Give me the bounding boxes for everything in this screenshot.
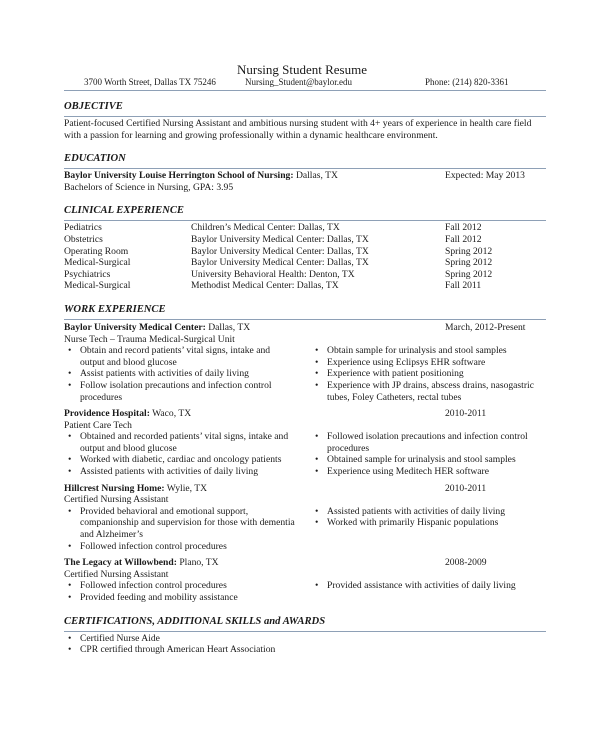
duty-item: • Experience with patient positioning	[311, 368, 544, 380]
duty-item: • Provided feeding and mobility assistance	[64, 592, 295, 604]
duty-item: • Provided behavioral and emotional support, companionship and supervision for those with dementia and Alzheimer’s	[64, 506, 295, 541]
duty-item: • Assisted patients with activities of daily living	[311, 506, 544, 518]
resume-title: Nursing Student Resume	[237, 62, 367, 77]
job-header	[64, 408, 544, 420]
duty-item: • Assisted patients with activities of daily living	[64, 466, 295, 478]
job-duties-right	[311, 506, 544, 552]
job-entry	[64, 322, 544, 403]
certifications-list	[64, 633, 544, 656]
certification-item: • Certified Nurse Aide	[64, 633, 544, 645]
job-location: Dallas, TX	[205, 321, 251, 333]
clinical-row	[64, 222, 544, 234]
duty-item: • Obtained sample for urinalysis and stool samples	[311, 454, 544, 466]
duty-item: • Followed infection control procedures	[64, 580, 295, 592]
duty-item: • Worked with primarily Hispanic populations	[311, 517, 544, 529]
job-dates: 2010-2011	[445, 482, 487, 494]
job-dates: March, 2012-Present	[445, 321, 526, 333]
duty-item: • Followed isolation precautions and infection control procedures	[311, 431, 544, 454]
job-duties-left	[64, 506, 295, 552]
education-divider	[64, 168, 546, 169]
job-header	[64, 322, 544, 334]
clinical-place: Baylor University Medical Center: Dallas, TX	[191, 257, 369, 269]
clinical-place: Baylor University Medical Center: Dallas, TX	[191, 245, 369, 257]
job-role: Certified Nursing Assistant	[64, 568, 169, 580]
clinical-term: Spring 2012	[445, 257, 493, 269]
job-employer: Baylor University Medical Center:	[64, 321, 206, 333]
clinical-term: Fall 2012	[445, 222, 482, 234]
job-entry	[64, 483, 544, 553]
certifications-heading: CERTIFICATIONS, ADDITIONAL SKILLS and AWARDS	[64, 615, 326, 627]
clinical-place: Baylor University Medical Center: Dallas, TX	[191, 233, 369, 245]
objective-divider	[64, 116, 546, 117]
header-divider	[64, 90, 546, 91]
education-location: Dallas, TX	[293, 170, 338, 182]
job-location: Plano, TX	[176, 557, 219, 569]
education-school: Baylor University Louise Herrington School of Nursing:	[64, 170, 294, 182]
duty-item: • Assist patients with activities of daily living	[64, 368, 295, 380]
job-entry	[64, 408, 544, 478]
duty-item: • Obtain and record patients’ vital signs, intake and output and blood glucose	[64, 345, 295, 368]
clinical-place: Children’s Medical Center: Dallas, TX	[191, 222, 340, 234]
clinical-area: Pediatrics	[64, 222, 102, 234]
clinical-term: Fall 2011	[445, 280, 482, 292]
clinical-divider	[64, 220, 546, 221]
duty-item: • Experience with JP drains, abscess drains, nasogastric tubes, Foley Catheters, rectal tubes	[311, 380, 544, 403]
job-duties	[64, 345, 544, 403]
certifications-divider	[64, 631, 546, 632]
job-entry	[64, 557, 544, 603]
job-employer: Providence Hospital:	[64, 408, 150, 420]
clinical-area: Obstetrics	[64, 233, 103, 245]
duty-item: • Worked with diabetic, cardiac and oncology patients	[64, 454, 295, 466]
certification-item: • CPR certified through American Heart Association	[64, 644, 544, 656]
job-dates: 2010-2011	[445, 408, 487, 420]
clinical-term: Fall 2012	[445, 233, 482, 245]
clinical-area: Medical-Surgical	[64, 257, 131, 269]
job-duties-right	[311, 580, 544, 603]
job-dates: 2008-2009	[445, 557, 487, 569]
clinical-row	[64, 246, 544, 258]
duty-item: • Obtained and recorded patients’ vital signs, intake and output and blood glucose	[64, 431, 295, 454]
education-expected: Expected: May 2013	[445, 170, 525, 182]
clinical-area: Medical-Surgical	[64, 280, 131, 292]
job-employer: The Legacy at Willowbend:	[64, 557, 177, 569]
work-list	[64, 322, 544, 604]
clinical-heading: CLINICAL EXPERIENCE	[64, 205, 184, 217]
job-duties	[64, 431, 544, 477]
clinical-row	[64, 257, 544, 269]
job-duties-left	[64, 345, 295, 403]
objective-heading: OBJECTIVE	[64, 101, 123, 112]
clinical-list	[64, 222, 544, 292]
address: 3700 Worth Street, Dallas TX 75246	[84, 77, 216, 87]
clinical-row	[64, 234, 544, 246]
clinical-row	[64, 280, 544, 292]
education-school-line	[64, 170, 544, 182]
clinical-term: Spring 2012	[445, 245, 493, 257]
work-heading: WORK EXPERIENCE	[64, 303, 166, 315]
job-role: Nurse Tech – Trauma Medical-Surgical Unit	[64, 333, 235, 345]
job-role: Certified Nursing Assistant	[64, 494, 169, 506]
job-duties-right	[311, 431, 544, 477]
job-header	[64, 557, 544, 569]
duty-item: • Experience using Meditech HER software	[311, 466, 544, 478]
job-duties	[64, 506, 544, 552]
job-duties-right	[311, 345, 544, 403]
job-location: Wylie, TX	[164, 482, 208, 494]
email: Nursing_Student@baylor.edu	[245, 77, 353, 87]
objective-text: Patient-focused Certified Nursing Assistant and ambitious nursing student with 4+ years of experience in health care field with a passion for learning and growing professionally within a dynamic healthcare environment.	[64, 118, 532, 141]
work-divider	[64, 319, 546, 320]
job-employer: Hillcrest Nursing Home:	[64, 482, 165, 494]
education-degree: Bachelors of Science in Nursing, GPA: 3.95	[64, 181, 234, 193]
contact-line	[64, 77, 544, 90]
job-location: Waco, TX	[149, 408, 192, 420]
phone: Phone: (214) 820-3361	[425, 77, 509, 87]
clinical-term: Spring 2012	[445, 268, 493, 280]
duty-item: • Obtain sample for urinalysis and stool samples	[311, 345, 544, 357]
job-role: Patient Care Tech	[64, 419, 132, 431]
clinical-place: University Behavioral Health: Denton, TX	[191, 268, 355, 280]
clinical-row	[64, 269, 544, 281]
job-duties	[64, 580, 544, 603]
job-duties-left	[64, 431, 295, 477]
clinical-place: Methodist Medical Center: Dallas, TX	[191, 280, 339, 292]
clinical-area: Operating Room	[64, 245, 129, 257]
education-heading: EDUCATION	[64, 153, 126, 165]
clinical-area: Psychiatrics	[64, 268, 111, 280]
duty-item: • Followed infection control procedures	[64, 541, 295, 553]
job-duties-left	[64, 580, 295, 603]
duty-item: • Experience using Eclipsys EHR software	[311, 357, 544, 369]
job-header	[64, 483, 544, 495]
duty-item: • Follow isolation precautions and infection control procedures	[64, 380, 295, 403]
duty-item: • Provided assistance with activities of daily living	[311, 580, 544, 592]
